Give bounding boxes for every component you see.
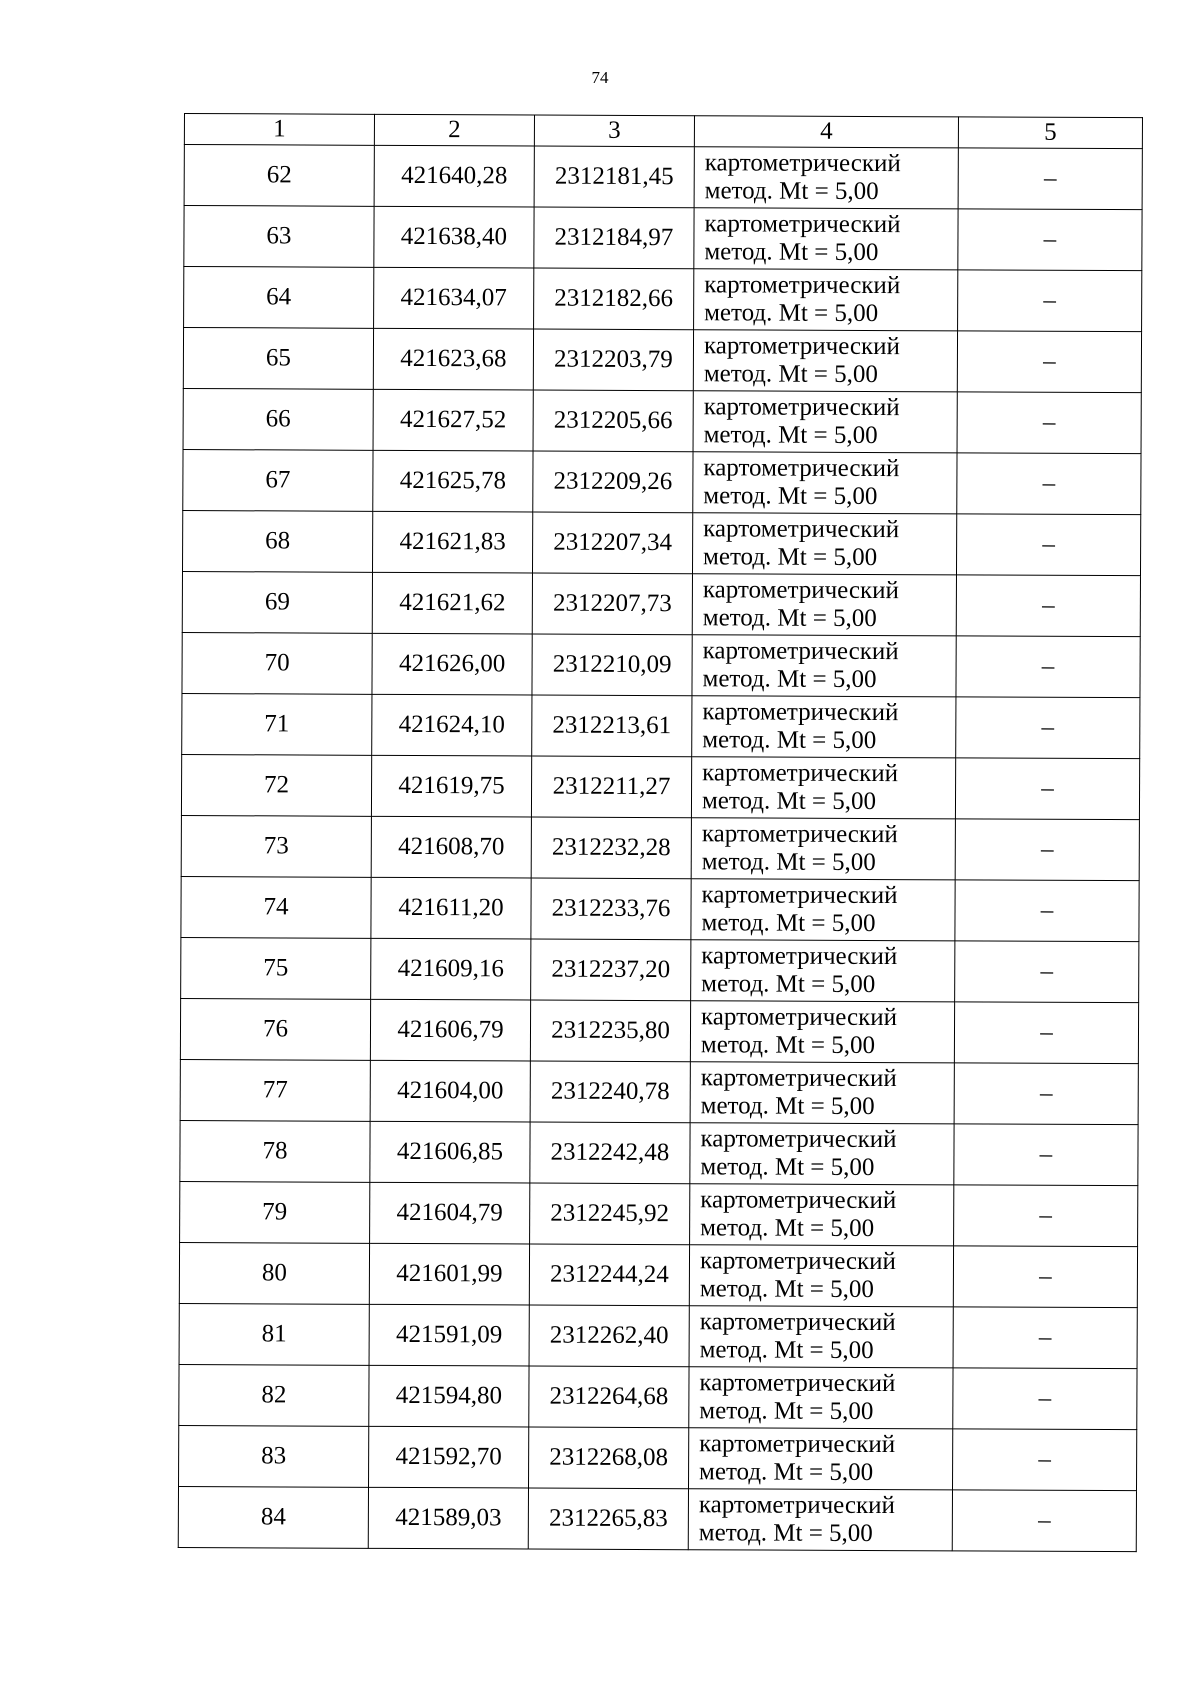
y-coordinate-cell: 2312213,61 (532, 695, 692, 757)
table-row (182, 571, 1140, 636)
method-line-2: метод. Mt = 5,00 (704, 177, 879, 206)
method-line-1: картометрический (700, 1186, 897, 1215)
y-coordinate-cell: 2312264,68 (529, 1366, 689, 1428)
point-number-cell: 62 (184, 145, 374, 207)
method-line-2: метод. Mt = 5,00 (702, 604, 877, 633)
x-coordinate-cell: 421608,70 (371, 816, 531, 878)
method-line-2: метод. Mt = 5,00 (704, 299, 879, 328)
table-row (184, 267, 1142, 332)
y-coordinate-cell: 2312232,28 (531, 817, 691, 879)
x-coordinate-cell: 421591,09 (369, 1304, 529, 1366)
table-row (181, 937, 1139, 1002)
point-number-cell: 83 (179, 1425, 369, 1487)
point-number-cell: 76 (180, 998, 370, 1060)
method-line-1: картометрический (704, 271, 901, 300)
point-number-cell: 63 (184, 206, 374, 268)
table-row (184, 145, 1142, 210)
table-row (183, 328, 1141, 393)
table-row (181, 876, 1139, 941)
method-cell (692, 696, 956, 758)
table-row (183, 388, 1141, 453)
description-cell: – (953, 1246, 1137, 1308)
method-cell (691, 818, 955, 880)
x-coordinate-cell: 421638,40 (374, 206, 534, 268)
method-line-1: картометрический (704, 149, 901, 178)
table-row (180, 1181, 1138, 1246)
y-coordinate-cell: 2312245,92 (530, 1183, 690, 1245)
method-line-1: картометрический (702, 637, 899, 666)
method-line-1: картометрический (698, 1491, 895, 1520)
method-line-2: метод. Mt = 5,00 (701, 787, 877, 816)
description-cell: – (955, 819, 1139, 881)
method-line-2: метод. Mt = 5,00 (704, 238, 879, 267)
x-coordinate-cell: 421640,28 (374, 145, 534, 207)
method-cell (691, 757, 955, 819)
x-coordinate-cell: 421611,20 (371, 877, 531, 939)
header-col-5: 5 (958, 117, 1142, 149)
table-row (180, 1059, 1138, 1124)
point-number-cell: 84 (178, 1486, 368, 1548)
method-line-2: метод. Mt = 5,00 (700, 1214, 875, 1243)
point-number-cell: 67 (183, 449, 373, 511)
description-cell: – (955, 758, 1139, 820)
y-coordinate-cell: 2312242,48 (530, 1122, 690, 1184)
y-coordinate-cell: 2312265,83 (528, 1488, 688, 1550)
method-cell (689, 1428, 953, 1490)
method-cell (690, 1001, 954, 1063)
y-coordinate-cell: 2312233,76 (531, 878, 691, 940)
point-number-cell: 74 (181, 876, 371, 938)
description-cell: – (955, 880, 1139, 942)
table-row (182, 693, 1140, 758)
header-row (184, 114, 1142, 149)
method-line-2: метод. Mt = 5,00 (700, 1092, 875, 1121)
table-row (182, 510, 1140, 575)
method-cell (689, 1367, 953, 1429)
method-cell (694, 208, 958, 270)
method-line-1: картометрический (704, 210, 901, 239)
method-line-1: картометрический (699, 1247, 897, 1276)
y-coordinate-cell: 2312244,24 (529, 1244, 689, 1306)
point-number-cell: 69 (182, 571, 372, 633)
method-line-2: метод. Mt = 5,00 (700, 1153, 875, 1182)
point-number-cell: 80 (179, 1242, 369, 1304)
y-coordinate-cell: 2312211,27 (531, 756, 691, 818)
table-row (178, 1486, 1136, 1551)
table-row (180, 1120, 1138, 1185)
description-cell: – (953, 1307, 1137, 1369)
point-number-cell: 64 (184, 267, 374, 329)
method-line-2: метод. Mt = 5,00 (703, 421, 878, 450)
method-cell (691, 940, 955, 1002)
description-cell: – (954, 1002, 1138, 1064)
method-line-2: метод. Mt = 5,00 (703, 360, 878, 389)
x-coordinate-cell: 421624,10 (372, 694, 532, 756)
point-number-cell: 72 (181, 754, 371, 816)
method-line-2: метод. Mt = 5,00 (699, 1397, 874, 1426)
point-number-cell: 68 (182, 510, 372, 572)
header-col-4: 4 (694, 116, 958, 148)
y-coordinate-cell: 2312207,34 (532, 512, 692, 574)
x-coordinate-cell: 421627,52 (373, 389, 533, 451)
method-line-2: метод. Mt = 5,00 (698, 1519, 873, 1548)
method-line-1: картометрический (702, 698, 899, 727)
method-line-2: метод. Mt = 5,00 (699, 1336, 874, 1365)
method-line-1: картометрический (701, 942, 898, 971)
method-cell (690, 1123, 954, 1185)
method-line-1: картометрический (699, 1369, 896, 1398)
x-coordinate-cell: 421625,78 (373, 450, 533, 512)
x-coordinate-cell: 421621,83 (372, 511, 532, 573)
description-cell: – (957, 453, 1141, 515)
method-cell (692, 513, 956, 575)
x-coordinate-cell: 421606,79 (370, 999, 530, 1061)
y-coordinate-cell: 2312203,79 (533, 329, 693, 391)
x-coordinate-cell: 421604,00 (370, 1060, 530, 1122)
y-coordinate-cell: 2312209,26 (533, 451, 693, 513)
y-coordinate-cell: 2312205,66 (533, 390, 693, 452)
method-cell (688, 1489, 952, 1551)
method-cell (690, 1062, 954, 1124)
description-cell: – (954, 1185, 1138, 1247)
method-line-2: метод. Mt = 5,00 (701, 909, 876, 938)
x-coordinate-cell: 421623,68 (373, 328, 533, 390)
point-number-cell: 79 (180, 1181, 370, 1243)
table-row (180, 998, 1138, 1063)
point-number-cell: 66 (183, 388, 373, 450)
y-coordinate-cell: 2312237,20 (531, 939, 691, 1001)
method-line-1: картометрический (703, 454, 900, 483)
description-cell: – (958, 148, 1142, 210)
description-cell: – (952, 1490, 1136, 1552)
description-cell: – (955, 941, 1139, 1003)
y-coordinate-cell: 2312181,45 (534, 146, 694, 208)
description-cell: – (956, 575, 1140, 637)
point-number-cell: 82 (179, 1364, 369, 1426)
method-line-2: метод. Mt = 5,00 (701, 848, 876, 877)
y-coordinate-cell: 2312210,09 (532, 634, 692, 696)
x-coordinate-cell: 421609,16 (371, 938, 531, 1000)
method-cell (692, 635, 956, 697)
description-cell: – (958, 270, 1142, 332)
table-row (179, 1364, 1137, 1429)
y-coordinate-cell: 2312235,80 (530, 1000, 690, 1062)
table-row (179, 1242, 1137, 1307)
method-line-1: картометрический (700, 1125, 897, 1154)
description-cell: – (956, 697, 1140, 759)
y-coordinate-cell: 2312240,78 (530, 1061, 690, 1123)
header-col-2: 2 (374, 114, 534, 146)
method-line-1: картометрический (699, 1308, 896, 1337)
method-cell (693, 330, 957, 392)
method-cell (694, 269, 958, 331)
method-line-2: метод. Mt = 5,00 (699, 1458, 874, 1487)
method-cell (693, 391, 957, 453)
description-cell: – (958, 209, 1142, 271)
table-header (184, 114, 1142, 149)
table-row (183, 449, 1141, 514)
point-number-cell: 73 (181, 815, 371, 877)
table-row (182, 632, 1140, 697)
point-number-cell: 77 (180, 1059, 370, 1121)
method-line-1: картометрический (701, 1003, 898, 1032)
method-line-2: метод. Mt = 5,00 (702, 726, 877, 755)
description-cell: – (954, 1124, 1138, 1186)
table-row (179, 1303, 1137, 1368)
method-line-2: метод. Mt = 5,00 (700, 1031, 876, 1060)
point-number-cell: 81 (179, 1303, 369, 1365)
method-line-1: картометрический (702, 759, 899, 788)
point-number-cell: 71 (182, 693, 372, 755)
description-cell: – (957, 331, 1141, 393)
point-number-cell: 65 (183, 328, 373, 390)
method-line-2: метод. Mt = 5,00 (701, 970, 876, 999)
method-cell (689, 1306, 953, 1368)
header-col-3: 3 (534, 115, 694, 147)
x-coordinate-cell: 421619,75 (371, 755, 531, 817)
x-coordinate-cell: 421589,03 (368, 1487, 528, 1549)
x-coordinate-cell: 421594,80 (369, 1365, 529, 1427)
table-row (181, 815, 1139, 880)
method-line-2: метод. Mt = 5,00 (703, 482, 878, 511)
x-coordinate-cell: 421604,79 (370, 1182, 530, 1244)
method-line-2: метод. Mt = 5,00 (702, 665, 877, 694)
point-number-cell: 78 (180, 1120, 370, 1182)
y-coordinate-cell: 2312182,66 (534, 268, 694, 330)
point-number-cell: 75 (181, 937, 371, 999)
method-cell (694, 147, 958, 209)
page-number: 74 (591, 68, 609, 87)
table-body (178, 145, 1142, 1552)
method-cell (692, 574, 956, 636)
y-coordinate-cell: 2312184,97 (534, 207, 694, 269)
method-line-2: метод. Mt = 5,00 (703, 543, 878, 572)
method-cell (690, 1184, 954, 1246)
coordinates-table (178, 113, 1143, 1552)
x-coordinate-cell: 421634,07 (374, 267, 534, 329)
method-line-1: картометрический (703, 332, 901, 361)
description-cell: – (952, 1429, 1136, 1491)
x-coordinate-cell: 421592,70 (369, 1426, 529, 1488)
table-row (179, 1425, 1137, 1490)
x-coordinate-cell: 421626,00 (372, 633, 532, 695)
method-line-1: картометрический (703, 515, 900, 544)
x-coordinate-cell: 421606,85 (370, 1121, 530, 1183)
method-line-2: метод. Mt = 5,00 (699, 1275, 874, 1304)
description-cell: – (956, 514, 1140, 576)
method-line-1: картометрический (701, 820, 898, 849)
x-coordinate-cell: 421601,99 (369, 1243, 529, 1305)
method-line-1: картометрический (702, 576, 899, 605)
description-cell: – (954, 1063, 1138, 1125)
method-line-1: картометрический (703, 393, 900, 422)
x-coordinate-cell: 421621,62 (372, 572, 532, 634)
y-coordinate-cell: 2312207,73 (532, 573, 692, 635)
description-cell: – (957, 392, 1141, 454)
method-line-1: картометрический (701, 881, 898, 910)
y-coordinate-cell: 2312268,08 (529, 1427, 689, 1489)
description-cell: – (956, 636, 1140, 698)
method-line-1: картометрический (700, 1064, 897, 1093)
method-cell (691, 879, 955, 941)
method-line-1: картометрический (699, 1430, 896, 1459)
header-col-1: 1 (184, 114, 374, 146)
point-number-cell: 70 (182, 632, 372, 694)
y-coordinate-cell: 2312262,40 (529, 1305, 689, 1367)
method-cell (693, 452, 957, 514)
method-cell (689, 1245, 953, 1307)
description-cell: – (953, 1368, 1137, 1430)
table-row (181, 754, 1139, 819)
table-row (184, 206, 1142, 271)
